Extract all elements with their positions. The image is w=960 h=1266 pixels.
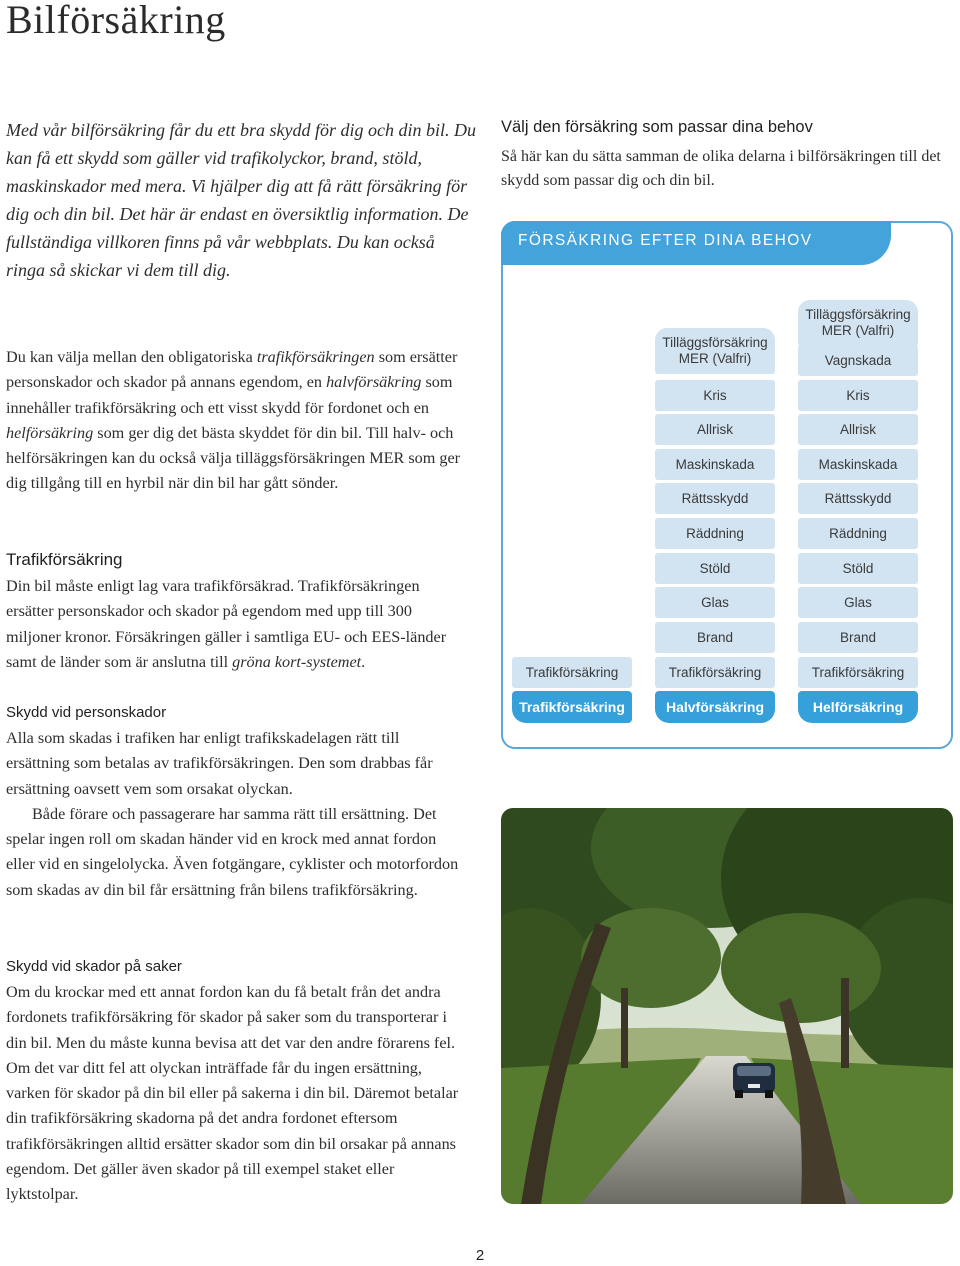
col2-item-raddning: Räddning xyxy=(655,518,775,549)
col2-item-kris: Kris xyxy=(655,380,775,411)
section-heading-personskador: Skydd vid personskador xyxy=(6,704,167,721)
right-intro-text: Så här kan du sätta samman de olika delarna i bilförsäkringen till det skydd som passar dig och din bil. xyxy=(501,148,941,189)
choice-paragraph xyxy=(6,345,466,497)
section-heading-trafikforsakring: Trafikförsäkring xyxy=(6,550,123,569)
emphasis-trafikforsakringen: trafikförsäkringen xyxy=(256,348,375,366)
col2-item-maskinskada: Maskinskada xyxy=(655,449,775,480)
intro-paragraph: Med vår bilförsäkring får du ett bra skydd för dig och din bil. Du kan få ett skydd som gäller vid trafikolyckor, brand, stöld, maskinskador med mera. Vi hjälper dig att få rätt försäkring för dig och din bil. Det här är endast en översiktlig information. De fullständiga villkoren finns på vår webbplats. Du kan också ringa så skickar vi dem till dig. xyxy=(6,120,476,280)
col2-label-halvforsakring: Halvförsäkring xyxy=(655,691,775,723)
emphasis-grona-kort: gröna kort-systemet xyxy=(232,652,362,671)
col3-item-stold: Stöld xyxy=(798,553,918,584)
col3-item-trafikforsakring: Trafikförsäkring xyxy=(798,657,918,688)
col3-item-rattsskydd: Rättsskydd xyxy=(798,483,918,514)
col2-item-rattsskydd: Rättsskydd xyxy=(655,483,775,514)
text-run: som ersätter personskador och skador på annans egendom, en xyxy=(6,348,458,392)
saker-section xyxy=(6,980,466,1208)
emphasis-halvforsakring: halvförsäkring xyxy=(326,373,422,392)
person-paragraph-2: Både förare och passagerare har samma rätt till ersättning. Det spelar ingen roll om skadan händer vid en krock med annat fordon eller vid en singelolycka. Även fotgängare, cyklister och motorfordon som skadas av din bil får ersättning från bilens trafikförsäkring. xyxy=(6,804,459,899)
col3-item-raddning: Räddning xyxy=(798,518,918,549)
trafik-paragraph xyxy=(6,574,466,675)
panel-title: FÖRSÄKRING EFTER DINA BEHOV xyxy=(518,232,813,249)
col2-item-allrisk: Allrisk xyxy=(655,414,775,445)
col3-item-brand: Brand xyxy=(798,622,918,653)
text-run: som innehåller trafikförsäkring och ett visst skydd för fordonet och en xyxy=(6,373,453,417)
col2-addon-mer: Tilläggsförsäkring MER (Valfri) xyxy=(655,328,775,374)
col2-item-stold: Stöld xyxy=(655,553,775,584)
col2-item-brand: Brand xyxy=(655,622,775,653)
col1-label-trafikforsakring: Trafikförsäkring xyxy=(512,691,632,723)
col3-item-glas: Glas xyxy=(798,587,918,618)
road-photo xyxy=(501,808,953,1204)
col3-label-helforsakring: Helförsäkring xyxy=(798,691,918,723)
text-run: Din bil måste enligt lag vara trafikförsäkrad. Trafikförsäkringen ersätter personskador och skador på egendom med upp till 300 miljoner kronor. Försäkringen gäller i samtliga EU- och EES-länder samt de länder som är anslutna till xyxy=(6,577,447,671)
person-section xyxy=(6,726,466,903)
col1-base-trafikforsakring: Trafikförsäkring xyxy=(512,657,632,688)
col3-item-kris: Kris xyxy=(798,380,918,411)
text-run: som ger dig det bästa skyddet för din bil. Till halv- och helförsäkringen kan du också välja tilläggsförsäkringen MER som ger dig tillgång till en hyrbil när din bil har gått sönder. xyxy=(6,423,461,493)
col3-item-vagnskada: Vagnskada xyxy=(798,345,918,376)
text-run: Du kan välja mellan den obligatoriska xyxy=(6,348,257,366)
page-title: Bilförsäkring xyxy=(6,0,226,42)
col3-addon-mer: Tilläggsförsäkring MER (Valfri) xyxy=(798,300,918,346)
right-heading: Välj den försäkring som passar dina behov xyxy=(501,118,813,136)
col2-item-trafikforsakring: Trafikförsäkring xyxy=(655,657,775,688)
col3-item-allrisk: Allrisk xyxy=(798,414,918,445)
section-heading-saker: Skydd vid skador på saker xyxy=(6,958,182,975)
person-paragraph-1: Alla som skadas i trafiken har enligt trafikskadelagen rätt till ersättning som betalas av trafikförsäkringen. Den som drabbas får ersättning oavsett vem som orsakat olyckan. xyxy=(6,729,433,798)
emphasis-helforsakring: helförsäkring xyxy=(6,423,94,442)
saker-paragraph: Om du krockar med ett annat fordon kan du få betalt från det andra fordonets trafikförsäkring för skador på saker som du transporterar i din bil. Men du måste kunna bevisa att det var den andre förarens fel. Om det var ditt fel att olyckan inträffade får du ingen ersättning, varken för skador på din bil eller på sakerna i din bil. Däremot betalar din trafikförsäkring skadorna på det andra fordonet eftersom trafikförsäkringen alltid ersätter skador som din bil orsakar på annans egendom. Det gäller även skador på till exempel staket eller lyktstolpar. xyxy=(6,983,459,1204)
page-number: 2 xyxy=(475,1247,485,1264)
text-run: . xyxy=(361,652,366,671)
col3-item-maskinskada: Maskinskada xyxy=(798,449,918,480)
col2-item-glas: Glas xyxy=(655,587,775,618)
